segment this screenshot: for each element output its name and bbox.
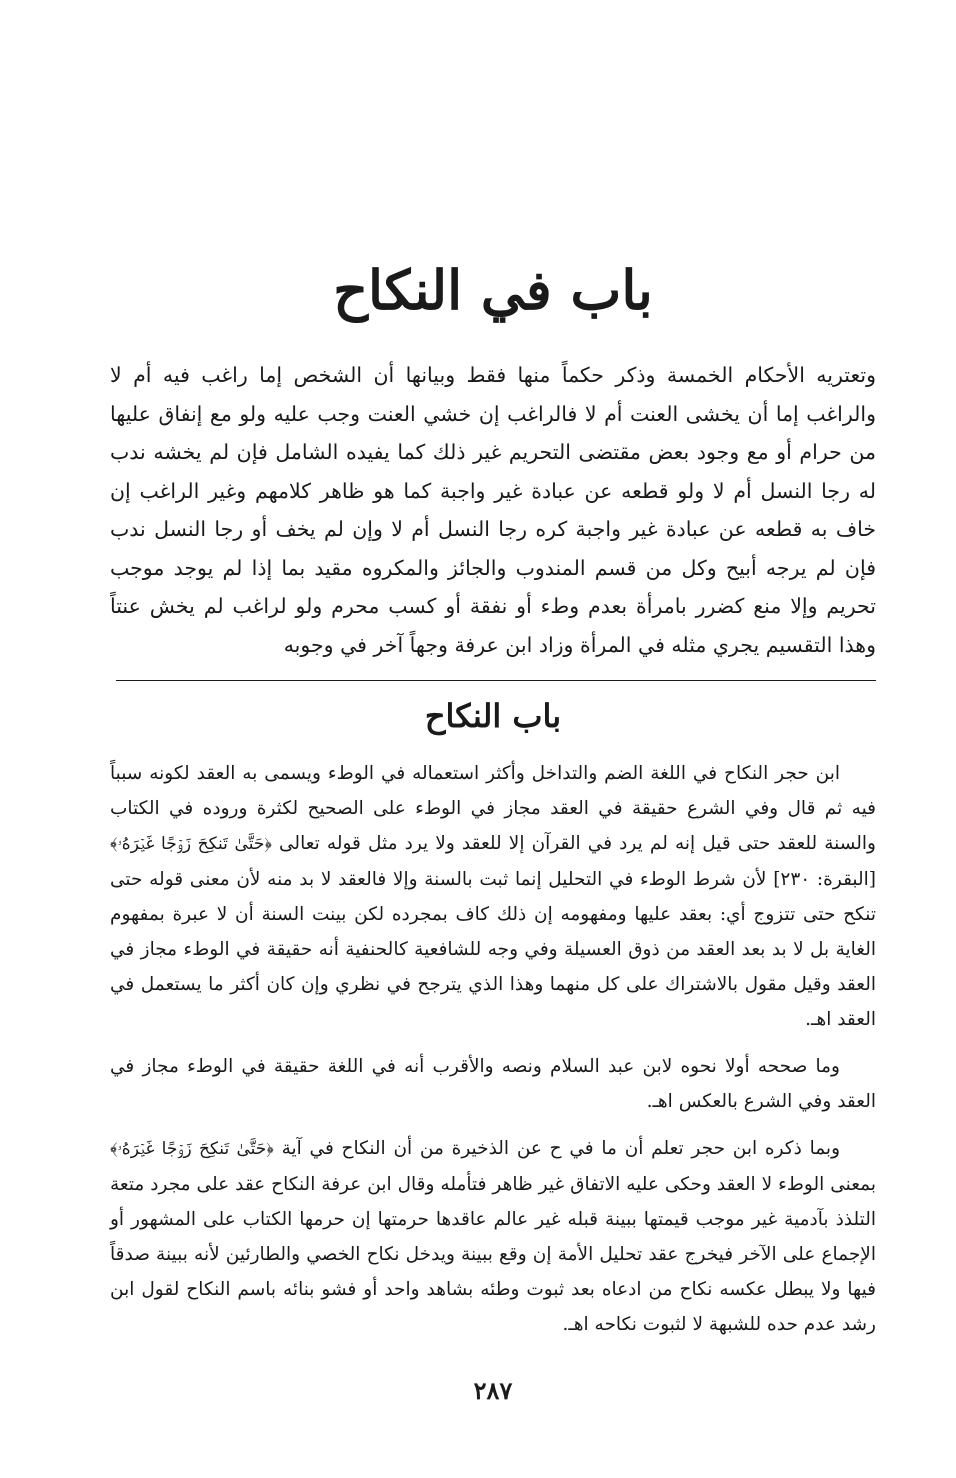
commentary-paragraph-1: [110, 756, 876, 1037]
commentary-block: [110, 756, 876, 1354]
commentary-text: بمعنى الوطء لا العقد وحكى عليه الاتفاق غير ظاهر فتأمله وقال ابن عرفة النكاح عقد على مجرد متعة التلذذ بآدمية غير موجب قيمتها ببينة قبله غير عالم عاقدها حرمتها إن حرمها الكتاب على المشهور أو الإجماع على الآخر فيخرج عقد تحليل الأمة إن وقع ببينة ويدخل نكاح الخصي والطارئين لأنه ببينة صدقاً فيها ولا يبطل عكسه نكاح من ادعاه بعد ثبوت وطئه بشاهد واحد أو فشو بنائه باسم النكاح لقول ابن رشد عدم حده للشبهة لا لثبوت نكاحه اهـ.: [110, 1174, 876, 1335]
section-divider: [116, 680, 876, 681]
quran-verse: ﴿حَتَّىٰ تَنكِحَ زَوۡجًا غَيۡرَهُۥ﴾: [110, 1139, 274, 1159]
commentary-text: [البقرة: ٢٣٠] لأن شرط الوطء في التحليل إنما ثبت بالسنة وإلا فالعقد لا بد منه لأن معنى قوله حتى تنكح حتى تتزوج أي: بعقد عليها ومفهومه إن ذلك كاف بمجرده لكن بينت السنة أن لا عبرة بمفهوم الغاية بل لا بد بعد العقد من ذوق العسيلة وفي وجه للشافعية كالحنفية أنه حقيقة في الوطء مجاز في العقد وقيل مقول بالاشتراك على كل منهما وهذا الذي يترجح في نظري وإن كان أكثر ما يستعمل في العقد اهـ.: [110, 869, 877, 1030]
commentary-text: ابن حجر النكاح في اللغة الضم والتداخل وأكثر استعماله في الوطء ويسمى به العقد لكونه سبباً فيه ثم قال وفي الشرع حقيقة في العقد مجاز في الوطء على الصحيح لكثرة وروده في الكتاب والسنة للعقد حتى قيل إنه لم يرد في القرآن إلا للعقد ولا يرد مثل قوله تعالى: [110, 763, 876, 854]
section-title: باب النكاح: [424, 697, 562, 735]
commentary-paragraph-2: وما صححه أولا نحوه لابن عبد السلام ونصه والأقرب أنه في اللغة حقيقة في الوطء مجاز في العقد وفي الشرع بالعكس اهـ.: [110, 1056, 876, 1112]
commentary-paragraph-3: [110, 1131, 876, 1342]
book-page: [110, 0, 876, 1478]
chapter-title: باب في النكاح: [333, 258, 653, 322]
quran-verse: ﴿حَتَّىٰ تَنكِحَ زَوۡجًا غَيۡرَهُۥ﴾: [110, 834, 272, 854]
main-text-paragraph: وتعتريه الأحكام الخمسة وذكر حكماً منها فقط وبيانها أن الشخص إما راغب فيه أم لا والراغب إما أن يخشى العنت أم لا فالراغب إن خشي العنت وجب عليه ولو مع إنفاق عليها من حرام أو مع وجود بعض مقتضى التحريم غير ذلك كما يفيده الشامل فإن لم يخشه ندب له رجا النسل أم لا ولو قطعه عن عبادة غير واجبة كما هو ظاهر كلامهم وغير الراغب إن خاف به قطعه عن عبادة غير واجبة كره رجا النسل أم لا وإن لم يخف أو رجا النسل ندب فإن لم يرجه أبيح وكل من قسم المندوب والجائز والمكروه مقيد بما إذا لم يوجد موجب تحريم وإلا منع كضرر بامرأة بعدم وطء أو نفقة أو كسب محرم ولو لراغب لم يخش عنتاً وهذا التقسيم يجري مثله في المرأة وزاد ابن عرفة وجهاً آخر في وجوبه: [110, 363, 876, 657]
page-number: ٢٨٧: [473, 1376, 513, 1405]
commentary-text: وبما ذكره ابن حجر تعلم أن ما في ح عن الذخيرة من أن النكاح في آية: [281, 1138, 840, 1159]
